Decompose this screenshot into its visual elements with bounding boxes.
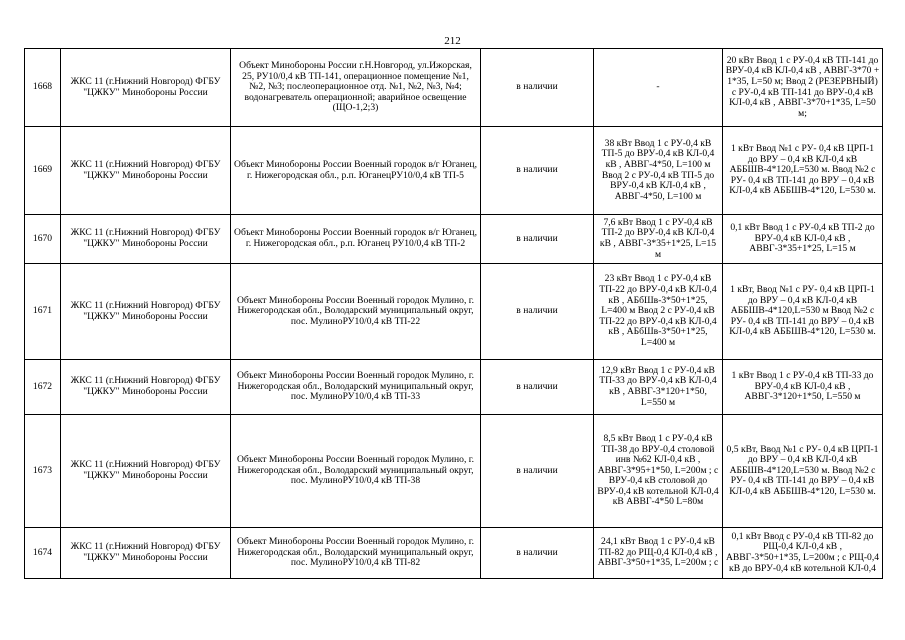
registry-table (24, 48, 883, 579)
object-cell: Объект Минобороны России Военный городок Мулино, г. Нижегородская обл., Володарский муниципальный округ, пос. МулиноРУ10/0,4 кВ ТП-38 (231, 415, 481, 528)
object-cell: Объект Минобороны России Военный городок в/г Юганец, г. Нижегородская обл., р.п. ЮганецРУ10/0,4 кВ ТП-5 (231, 127, 481, 215)
table-row (25, 415, 883, 528)
power-cell (594, 127, 723, 215)
status-cell: в наличии (481, 49, 594, 127)
status-cell: в наличии (481, 264, 594, 360)
power-text: 8,5 кВт Ввод 1 с РУ-0,4 кВ ТП-38 до ВРУ-0,4 столовой инв №62 КЛ-0,4 кВ , АВВГ-3*95+1*50, L=200м ; с ВРУ-0,4 кВ столовой до ВРУ-0,4 кВ котельной КЛ-0,4 кВ АВВГ-4*50 L=80м (597, 433, 719, 508)
reserve-cell (723, 415, 883, 528)
row-number: 1672 (25, 360, 61, 415)
table-row (25, 528, 883, 579)
organization-cell: ЖКС 11 (г.Нижний Новгород) ФГБУ "ЦЖКУ" Минобороны России (61, 528, 231, 579)
power-cell (594, 215, 723, 264)
status-cell: в наличии (481, 528, 594, 579)
status-cell: в наличии (481, 127, 594, 215)
object-cell: Объект Минобороны России Военный городок Мулино, г. Нижегородская обл., Володарский муниципальный округ, пос. МулиноРУ10/0,4 кВ ТП-22 (231, 264, 481, 360)
table-row (25, 264, 883, 360)
power-text: 12,9 кВт Ввод 1 с РУ-0,4 кВ ТП-33 до ВРУ-0,4 кВ КЛ-0,4 кВ , АВВГ-3*120+1*50, L=550 м (599, 365, 717, 408)
reserve-cell (723, 264, 883, 360)
power-text: - (656, 82, 660, 93)
organization-cell: ЖКС 11 (г.Нижний Новгород) ФГБУ "ЦЖКУ" Минобороны России (61, 127, 231, 215)
power-cell (594, 360, 723, 415)
organization-cell: ЖКС 11 (г.Нижний Новгород) ФГБУ "ЦЖКУ" Минобороны России (61, 215, 231, 264)
object-cell: Объект Минобороны России Военный городок Мулино, г. Нижегородская обл., Володарский муниципальный округ, пос. МулиноРУ10/0,4 кВ ТП-33 (231, 360, 481, 415)
table-row (25, 49, 883, 127)
object-cell: Объект Минобороны России г.Н.Новгород, ул.Ижорская, 25, РУ10/0,4 кВ ТП-141, операционное помещение №1, №2, №3; послеоперационное отд. №1, №2, №3, №4; водонагреватель операционной; аварийное освещение (ЩО-1,2;3) (231, 49, 481, 127)
reserve-cell (723, 215, 883, 264)
table-row (25, 360, 883, 415)
row-number: 1674 (25, 528, 61, 579)
row-number: 1671 (25, 264, 61, 360)
reserve-text: 0,5 кВт, Ввод №1 с РУ- 0,4 кВ ЦРП-1 до ВРУ – 0,4 кВ КЛ-0,4 кВ АББШВ-4*120,L=530 м. Ввод №2 с РУ- 0,4 кВ ТП-141 до ВРУ – 0,4 кВ КЛ-0,4 кВ АББШВ-4*120, L=530 м. (726, 444, 879, 497)
reserve-cell (723, 360, 883, 415)
organization-cell: ЖКС 11 (г.Нижний Новгород) ФГБУ "ЦЖКУ" Минобороны России (61, 264, 231, 360)
reserve-cell (723, 49, 883, 127)
page-number: 212 (444, 35, 461, 47)
power-text: 38 кВт Ввод 1 с РУ-0,4 кВ ТП-5 до ВРУ-0,4 кВ КЛ-0,4 кВ , АВВГ-4*50, L=100 м Ввод 2 с РУ-0,4 кВ ТП-5 до ВРУ-0,4 кВ КЛ-0,4 кВ , АВВГ-4*50, L=100 м (601, 138, 715, 202)
row-number: 1668 (25, 49, 61, 127)
status-cell: в наличии (481, 360, 594, 415)
power-cell (594, 415, 723, 528)
object-cell: Объект Минобороны России Военный городок Мулино, г. Нижегородская обл., Володарский муниципальный округ, пос. МулиноРУ10/0,4 кВ ТП-82 (231, 528, 481, 579)
status-cell: в наличии (481, 215, 594, 264)
power-cell (594, 528, 723, 579)
reserve-text: 0,1 кВт Ввод 1 с РУ-0,4 кВ ТП-2 до ВРУ-0,4 кВ КЛ-0,4 кВ , АВВГ-3*35+1*25, L=15 м (730, 223, 875, 255)
row-number: 1673 (25, 415, 61, 528)
reserve-cell (723, 528, 883, 579)
row-number: 1669 (25, 127, 61, 215)
reserve-cell (723, 127, 883, 215)
table-row (25, 215, 883, 264)
status-cell: в наличии (481, 415, 594, 528)
power-cell (594, 49, 723, 127)
reserve-text: 1 кВт, Ввод №1 с РУ- 0,4 кВ ЦРП-1 до ВРУ – 0,4 кВ КЛ-0,4 кВ АББШВ-4*120,L=530 м Ввод №2 с РУ- 0,4 кВ ТП-141 до ВРУ – 0,4 кВ КЛ-0,4 кВ АББШВ-4*120, L=530 м. (729, 285, 876, 338)
organization-cell: ЖКС 11 (г.Нижний Новгород) ФГБУ "ЦЖКУ" Минобороны России (61, 360, 231, 415)
power-text: 24,1 кВт Ввод 1 с РУ-0,4 кВ ТП-82 до РЩ-0,4 КЛ-0,4 кВ , АВВГ-3*50+1*35, L=200м ; с (597, 537, 719, 569)
table-row (25, 127, 883, 215)
row-number: 1670 (25, 215, 61, 264)
reserve-text: 0,1 кВт Ввод с РУ-0,4 кВ ТП-82 до РЩ-0,4 КЛ-0,4 кВ , АВВГ-3*50+1*35, L=200м ; с РЩ-0,4 кВ до ВРУ-0,4 кВ котельной КЛ-0,4 (725, 531, 880, 574)
reserve-text: 20 кВт Ввод 1 с РУ-0,4 кВ ТП-141 до ВРУ-0,4 кВ КЛ-0,4 кВ , АВВГ-3*70 + 1*35, L=50 м; Ввод 2 (РЕЗЕРВНЫЙ) с РУ-0,4 кВ ТП-141 до ВРУ-0,4 кВ КЛ-0,4 кВ , АВВГ-3*70+1*35, L=50 м; (725, 55, 880, 119)
object-cell: Объект Минобороны России Военный городок в/г Юганец, г. Нижегородская обл., р.п. Юганец РУ10/0,4 кВ ТП-2 (231, 215, 481, 264)
reserve-text: 1 кВт Ввод №1 с РУ- 0,4 кВ ЦРП-1 до ВРУ – 0,4 кВ КЛ-0,4 кВ АББШВ-4*120,L=530 м. Ввод №2 с РУ- 0,4 кВ ТП-141 до ВРУ – 0,4 кВ КЛ-0,4 кВ АББШВ-4*120, L=530 м. (729, 144, 876, 197)
power-text: 23 кВт Ввод 1 с РУ-0,4 кВ ТП-22 до ВРУ-0,4 кВ КЛ-0,4 кВ , АБбШв-3*50+1*25, L=400 м Ввод 2 с РУ-0,4 кВ ТП-22 до ВРУ-0,4 кВ КЛ-0,4 кВ , АБбШв-3*50+1*25, L=400 м (599, 274, 717, 348)
power-text: 7,6 кВт Ввод 1 с РУ-0,4 кВ ТП-2 до ВРУ-0,4 кВ КЛ-0,4 кВ , АВВГ-3*35+1*25, L=15 м (599, 217, 717, 260)
reserve-text: 1 кВт Ввод 1 с РУ-0,4 кВ ТП-33 до ВРУ-0,4 кВ КЛ-0,4 кВ , АВВГ-3*120+1*50, L=550 м (731, 371, 874, 403)
power-cell (594, 264, 723, 360)
organization-cell: ЖКС 11 (г.Нижний Новгород) ФГБУ "ЦЖКУ" Минобороны России (61, 415, 231, 528)
organization-cell: ЖКС 11 (г.Нижний Новгород) ФГБУ "ЦЖКУ" Минобороны России (61, 49, 231, 127)
